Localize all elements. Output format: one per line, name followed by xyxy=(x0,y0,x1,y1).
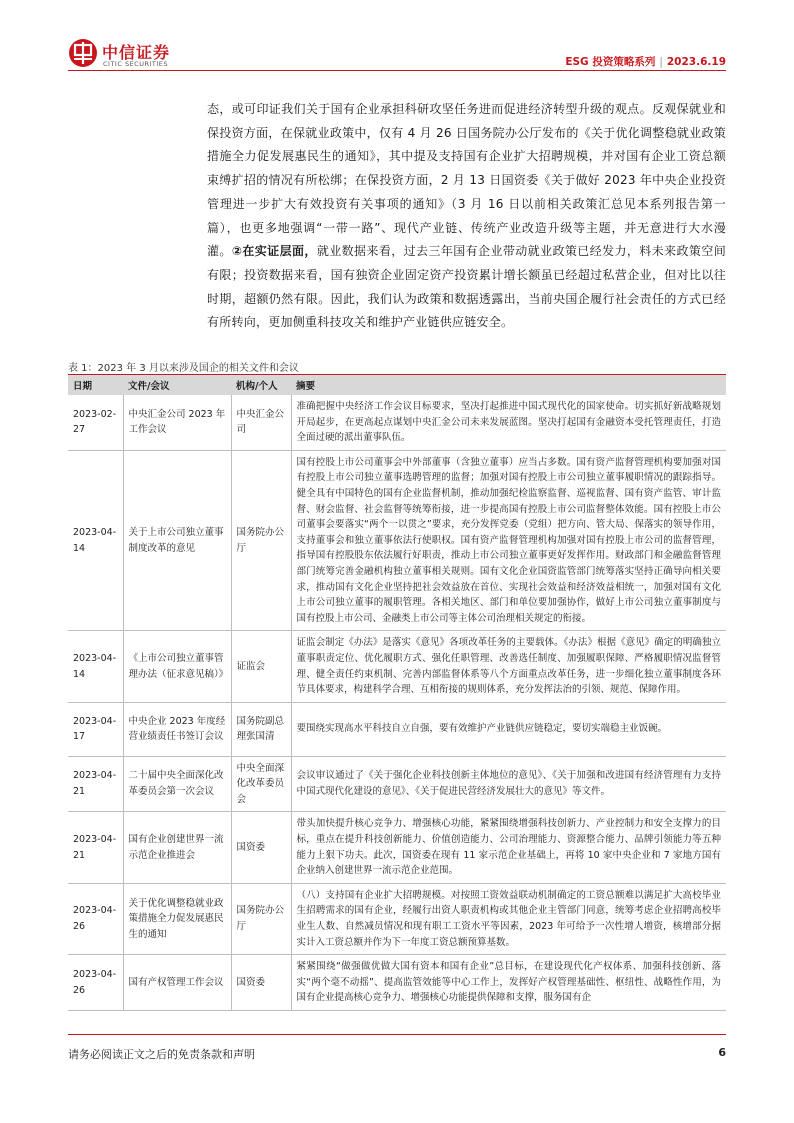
header-date: 日期 xyxy=(68,375,123,396)
logo-text-en: CITIC SECURITIES xyxy=(103,60,169,68)
cell-doc: 关于上市公司独立董事制度改革的意见 xyxy=(123,450,231,631)
header-doc: 文件/会议 xyxy=(123,375,231,396)
report-date: 2023.6.19 xyxy=(666,56,726,68)
cell-summary: 会议审议通过了《关于强化企业科技创新主体地位的意见》、《关于加强和改进国有经济管理有力支持中国式现代化建设的意见》、《关于促进民营经济发展壮大的意见》等文件。 xyxy=(291,756,726,812)
table-row xyxy=(68,395,726,450)
cell-summary: 准确把握中央经济工作会议目标要求，坚决打起推进中国式现代化的国家使命。切实抓好新战略规划开局起步，在更高起点谋划中央汇金公司未来发展蓝图。坚决打起国有金融资本受托管理责任，打造全面过硬的派出董事队伍。 xyxy=(291,395,726,450)
body-text-bold: ②在实证层面， xyxy=(231,244,317,259)
cell-org: 中央全面深化改革委员会 xyxy=(231,756,291,812)
table-title: 表 1：2023 年 3 月以来涉及国企的相关文件和会议 xyxy=(68,363,299,374)
body-paragraph xyxy=(207,98,726,335)
cell-date: 2023-04-14 xyxy=(68,631,123,702)
table-row xyxy=(68,883,726,954)
cell-doc: 关于优化调整稳就业政策措施全力促发展惠民生的通知 xyxy=(123,883,231,954)
cell-org: 国务院办公厅 xyxy=(231,450,291,631)
cell-summary: （八）支持国有企业扩大招聘规模。对按照工资效益联动机制确定的工资总额难以满足扩大高校毕业生招聘需求的国有企业，经履行出资人职责机构或其他企业主管部门同意，统筹考虑企业招聘高校毕业生人数、自然减员情况和现有职工工资水平等因素，2023 年可给予一次性增人增资，核增部分据实计入工资总额并作为下一年度工资总额预算基数。 xyxy=(291,883,726,954)
cell-date: 2023-02-27 xyxy=(68,395,123,450)
page-header xyxy=(0,0,794,80)
table-row xyxy=(68,631,726,702)
logo-text-cn: 中信证券 xyxy=(102,43,171,62)
table-header-row xyxy=(68,375,726,396)
cell-org: 中央汇金公司 xyxy=(231,395,291,450)
header-summary: 摘要 xyxy=(291,375,726,396)
table-row xyxy=(68,955,726,1011)
body-text-tail: 就业数据来看，过去三年国有企业带动就业政策已经发力，料未来政策空间有限；投资数据来看，国有独资企业固定资产投资累计增长额虽已经超过私营企业，但对比以往时期，超额仍然有限。因此，我们认为政策和数据透露出，当前央国企履行社会责任的方式已经有所转向，更加侧重科技攻关和维护产业链供应链安全。 xyxy=(207,244,726,330)
cell-doc: 中央企业 2023 年度经营业绩责任书签订会议 xyxy=(123,702,231,756)
cell-date: 2023-04-21 xyxy=(68,812,123,883)
cell-doc: 国有产权管理工作会议 xyxy=(123,955,231,1011)
cell-doc: 二十届中央全面深化改革委员会第一次会议 xyxy=(123,756,231,812)
cell-summary: 国有控股上市公司董事会中外部董事（含独立董事）应当占多数。国有资产监督管理机构要加强对国有控股上市公司独立董事选聘管理的监督；加强对国有控股上市公司独立董事履职情况的跟踪指导。健全具有中国特色的国有企业监督机制，推动加强纪检监察监督、巡视监督、国有资产监管、审计监督、财会监督、社会监督等统筹衔接，进一步提高国有控股上市公司监督整体效能。国有控股上市公司董事会要落实“两个一以贯之”要求，充分发挥党委（党组）把方向、管大局、保落实的领导作用，支持董事会和独立董事依法行使职权。国有资产监督管理机构加强对国有控股上市公司的监督管理，指导国有控股股东依法履行好职责，推动上市公司独立董事更好发挥作用。财政部门和金融监督管理部门统筹完善金融机构独立董事相关规则。国有文化企业国资监管部门统筹落实坚持正确导向相关要求，推动国有文化企业坚持把社会效益放在首位、实现社会效益和经济效益相统一，加强对国有文化上市公司独立董事的履职管理。各相关地区、部门和单位要加强协作，做好上市公司独立董事制度与国有控股上市公司、金融类上市公司等主体公司治理相关规定的衔接。 xyxy=(291,450,726,631)
cell-doc: 国有企业创建世界一流示范企业推进会 xyxy=(123,812,231,883)
table-row xyxy=(68,812,726,883)
table-row xyxy=(68,450,726,631)
cell-org: 国资委 xyxy=(231,955,291,1011)
table-row xyxy=(68,702,726,756)
policy-table xyxy=(68,374,726,1011)
footer-disclaimer: 请务必阅读正文之后的免责条款和声明 xyxy=(68,1048,255,1061)
table-row xyxy=(68,756,726,812)
cell-date: 2023-04-26 xyxy=(68,883,123,954)
report-series-date xyxy=(565,54,726,69)
header-divider xyxy=(68,70,726,71)
cell-summary: 紧紧围绕“做强做优做大国有资本和国有企业”总目标，在建设现代化产权体系、加强科技创新、落实“两个毫不动摇”、提高监管效能等中心工作上，发挥好产权管理基础性、枢纽性、战略性作用，为国有企业提高核心竞争力、增强核心功能提供保障和支撑，服务国有企 xyxy=(291,955,726,1011)
cell-summary: 带头加快提升核心竞争力、增强核心功能，紧紧围绕增强科技创新力、产业控制力和安全支撑力的目标，重点在提升科技创新能力、价值创造能力、公司治理能力、资源整合能力、品牌引领能力等五种能力上狠下功夫。此次，国资委在现有 11 家示范企业基础上，再将 10 家中央企业和 7 家地方国有企业纳入创建世界一流示范企业范围。 xyxy=(291,812,726,883)
cell-date: 2023-04-26 xyxy=(68,955,123,1011)
cell-org: 国资委 xyxy=(231,812,291,883)
cell-date: 2023-04-14 xyxy=(68,450,123,631)
cell-date: 2023-04-21 xyxy=(68,756,123,812)
page-number: 6 xyxy=(718,1046,726,1059)
cell-summary: 证监会制定《办法》是落实《意见》各项改革任务的主要载体。《办法》根据《意见》确定的明确独立董事职责定位、优化履职方式、强化任职管理、改善选任制度、加强履职保障、严格履职情况监督管理、健全责任约束机制、完善内部监督体系等八个方面重点改革任务，进一步细化独立董事制度各环节具体要求，构建科学合理、互相衔接的规则体系，充分发挥法治的引领、规范、保障作用。 xyxy=(291,631,726,702)
footer-divider xyxy=(68,1034,726,1035)
header-separator: | xyxy=(659,56,663,68)
cell-doc: 《上市公司独立董事管理办法（征求意见稿）》 xyxy=(123,631,231,702)
cell-summary: 要围绕实现高水平科技自立自强，要有效维护产业链供应链稳定，要切实端稳主业饭碗。 xyxy=(291,702,726,756)
cell-org: 国务院办公厅 xyxy=(231,883,291,954)
cell-org: 国务院副总理张国清 xyxy=(231,702,291,756)
citic-logo xyxy=(68,38,176,72)
header-org: 机构/个人 xyxy=(231,375,291,396)
cell-date: 2023-04-17 xyxy=(68,702,123,756)
citic-logo-icon xyxy=(68,38,98,68)
body-text-main: 态，或可印证我们关于国有企业承担科研攻坚任务进而促进经济转型升级的观点。反观保就业和保投资方面，在保就业政策中，仅有 4 月 26 日国务院办公厅发布的《关于优化调整稳就业政策措施全力促发展惠民生的通知》，其中提及支持国有企业扩大招聘规模，并对国有企业工资总额束缚扩招的情况有所松绑；在保投资方面，2 月 13 日国资委《关于做好 2023 年中央企业投资管理进一步扩大有效投资有关事项的通知》（3 月 16 日以前相关政策汇总见本系列报告第一篇），也更多地强调“一带一路”、现代产业链、传统产业改造升级等主题，并无意进行大水漫灌。 xyxy=(207,102,726,259)
report-series: ESG 投资策略系列 xyxy=(565,56,656,68)
cell-org: 证监会 xyxy=(231,631,291,702)
cell-doc: 中央汇金公司 2023 年工作会议 xyxy=(123,395,231,450)
